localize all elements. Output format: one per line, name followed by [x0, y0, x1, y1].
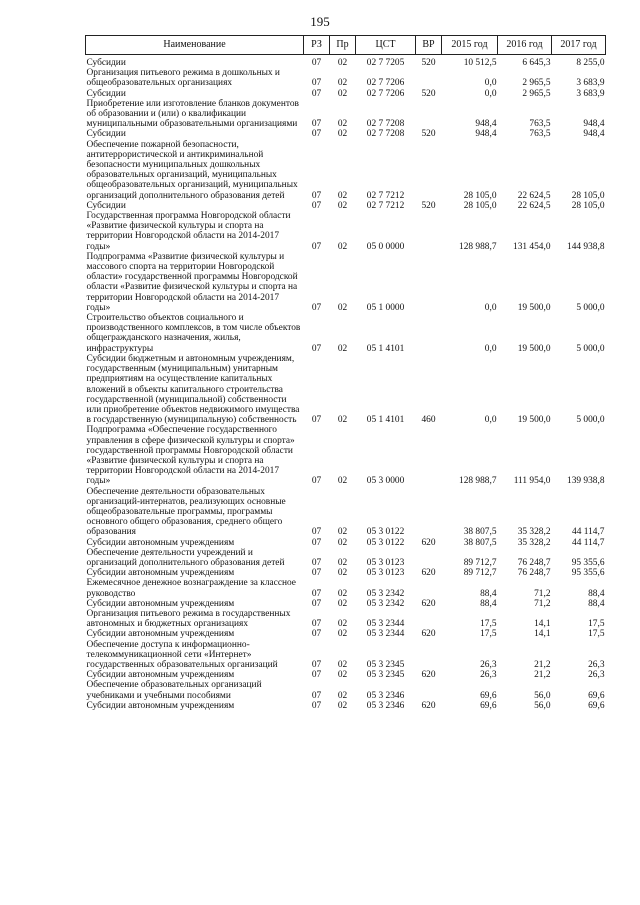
row-vr: [416, 640, 442, 671]
row-rz: 07: [311, 190, 322, 201]
row-pr: 02: [337, 568, 348, 579]
row-rz: 07: [311, 200, 322, 211]
row-cst: 02 7 7206: [366, 78, 405, 89]
row-2016: 14,1: [534, 619, 551, 630]
row-2017: 28 105,0: [571, 190, 605, 201]
row-2016: 76 248,7: [517, 557, 551, 568]
row-cst: 05 3 0123: [366, 557, 405, 568]
row-2017: 26,3: [588, 659, 605, 670]
col-header-vr: ВР: [416, 36, 442, 55]
row-cst: 05 3 0123: [366, 568, 405, 579]
row-vr: 620: [421, 537, 436, 548]
row-2017: 88,4: [588, 588, 605, 599]
table-row: [86, 568, 606, 578]
row-2016: 763,5: [529, 129, 551, 140]
row-2016: 19 500,0: [517, 415, 551, 426]
row-name: Субсидии автономным учреждениям: [86, 700, 235, 711]
row-vr: [416, 578, 442, 598]
row-2015: 28 105,0: [463, 190, 497, 201]
row-2016: 22 624,5: [517, 200, 551, 211]
row-2017: 5 000,0: [576, 302, 605, 313]
row-name: Субсидии автономным учреждениям: [86, 670, 235, 681]
row-cst: 05 3 0122: [366, 527, 405, 538]
row-2017: 17,5: [588, 619, 605, 630]
row-2017: 8 255,0: [576, 58, 605, 68]
table-row: [86, 99, 606, 130]
table-row: [86, 129, 606, 139]
row-vr: [416, 252, 442, 313]
row-2017: 95 355,6: [571, 557, 605, 568]
row-rz: 07: [311, 527, 322, 538]
row-2016: 19 500,0: [517, 343, 551, 354]
row-2015: 38 807,5: [463, 527, 497, 538]
row-2015: 128 988,7: [459, 241, 497, 252]
row-2015: 128 988,7: [459, 476, 497, 487]
row-rz: 07: [311, 241, 322, 252]
table-row: [86, 252, 606, 313]
row-2015: 0,0: [484, 88, 497, 99]
table-row: [86, 487, 606, 538]
col-header-pr: Пр: [330, 36, 356, 55]
row-name: Обеспечение пожарной безопасности, антитеррористической и антикриминальной безопасности муниципальных дошкольных образовательных организаций, муниципальных общеобразовательных организаций, муниципальных организаций дополнительного образования детей: [86, 139, 298, 201]
table-row: [86, 211, 606, 252]
row-cst: 02 7 7208: [366, 119, 405, 130]
row-pr: 02: [337, 588, 348, 599]
row-rz: 07: [311, 58, 322, 68]
row-name: Субсидии бюджетным и автономным учреждениям, государственным (муниципальным) унитарным предприятиям на осуществление капитальных вложений в объекты капитального строительства государственной (муниципальной) собственности или приобретение объектов недвижимого имущества в государственную (муниципальную) собственность: [86, 353, 300, 426]
row-cst: 05 3 2344: [366, 629, 405, 640]
row-2015: 10 512,5: [463, 58, 497, 68]
row-2015: 0,0: [484, 343, 497, 354]
row-cst: 05 3 2344: [366, 619, 405, 630]
row-2015: 69,6: [480, 690, 497, 701]
row-pr: 02: [337, 629, 348, 640]
row-name: Организация питьевого режима в дошкольных и общеобразовательных организациях: [86, 68, 280, 89]
row-vr: 520: [421, 200, 436, 211]
row-vr: 620: [421, 700, 436, 711]
row-rz: 07: [311, 557, 322, 568]
row-vr: [416, 313, 442, 354]
row-name: Строительство объектов социального и производственного комплексов, в том числе объектов общегражданского назначения, жилья, инфраструктуры: [86, 313, 301, 354]
table-row: [86, 599, 606, 609]
row-rz: 07: [311, 415, 322, 426]
row-2016: 71,2: [534, 598, 551, 609]
row-rz: 07: [311, 476, 322, 487]
row-name: Субсидии: [86, 58, 126, 68]
row-rz: 07: [311, 619, 322, 630]
row-2017: 144 938,8: [567, 241, 605, 252]
row-rz: 07: [311, 78, 322, 89]
row-rz: 07: [311, 670, 322, 681]
row-pr: 02: [337, 476, 348, 487]
row-rz: 07: [311, 588, 322, 599]
row-name: Обеспечение деятельности образовательных организаций-интернатов, реализующих основные общеобразовательные программы, программы основного общего образования, среднего общего образования: [86, 486, 286, 538]
row-rz: 07: [311, 629, 322, 640]
row-2015: 17,5: [480, 619, 497, 630]
row-pr: 02: [337, 659, 348, 670]
row-2017: 95 355,6: [571, 568, 605, 579]
row-rz: 07: [311, 129, 322, 140]
table-row: [86, 670, 606, 680]
row-cst: 02 7 7205: [366, 58, 405, 68]
row-name: Подпрограмма «Обеспечение государственного управления в сфере физической культуры и спорта» государственной программы Новгородской области «Развитие физической культуры и спорта на территории Новгородской области на 2014-2017 годы»: [86, 425, 295, 487]
row-2016: 35 328,2: [517, 527, 551, 538]
row-name: Субсидии автономным учреждениям: [86, 537, 235, 548]
row-pr: 02: [337, 200, 348, 211]
row-2017: 26,3: [588, 670, 605, 681]
row-2017: 69,6: [588, 700, 605, 711]
row-rz: 07: [311, 700, 322, 711]
row-name: Обеспечение деятельности учреждений и организаций дополнительного образования детей: [86, 547, 285, 568]
row-2017: 5 000,0: [576, 343, 605, 354]
row-pr: 02: [337, 78, 348, 89]
row-2016: 19 500,0: [517, 302, 551, 313]
row-2016: 56,0: [534, 700, 551, 711]
row-cst: 02 7 7212: [366, 190, 405, 201]
row-vr: 460: [421, 415, 436, 426]
table-header-row: [86, 36, 606, 55]
row-vr: [416, 140, 442, 201]
row-2015: 17,5: [480, 629, 497, 640]
row-2016: 131 454,0: [513, 241, 551, 252]
row-2015: 69,6: [480, 700, 497, 711]
row-pr: 02: [337, 88, 348, 99]
row-2015: 948,4: [475, 119, 497, 130]
row-2017: 3 683,9: [576, 78, 605, 89]
row-2017: 17,5: [588, 629, 605, 640]
row-2016: 2 965,5: [522, 88, 551, 99]
table-row: [86, 640, 606, 671]
row-vr: [416, 680, 442, 700]
row-name: Обеспечение доступа к информационно-телекоммуникационной сети «Интернет» государственных образовательных организаций: [86, 639, 278, 670]
row-pr: 02: [337, 343, 348, 354]
table-row: [86, 609, 606, 629]
row-name: Организация питьевого режима в государственных автономных и бюджетных организациях: [86, 608, 291, 630]
row-2017: 69,6: [588, 690, 605, 701]
row-2015: 88,4: [480, 598, 497, 609]
row-pr: 02: [337, 619, 348, 630]
col-header-rz: РЗ: [304, 36, 330, 55]
row-cst: 05 3 2346: [366, 700, 405, 711]
row-vr: [416, 425, 442, 486]
row-2015: 28 105,0: [463, 200, 497, 211]
row-rz: 07: [311, 119, 322, 130]
table-row: [86, 313, 606, 354]
row-2016: 111 954,0: [513, 476, 551, 487]
row-pr: 02: [337, 119, 348, 130]
row-cst: 05 3 2346: [366, 690, 405, 701]
row-name: Субсидии: [86, 200, 126, 211]
table-row: [86, 68, 606, 88]
row-2016: 6 645,3: [522, 58, 551, 68]
row-vr: [416, 99, 442, 130]
row-2016: 71,2: [534, 588, 551, 599]
row-name: Субсидии: [86, 129, 126, 140]
row-vr: 620: [421, 670, 436, 681]
row-2016: 35 328,2: [517, 537, 551, 548]
row-2015: 89 712,7: [463, 568, 497, 579]
row-vr: 520: [421, 58, 436, 68]
table-row: [86, 578, 606, 598]
row-cst: 05 3 2342: [366, 588, 405, 599]
row-2017: 3 683,9: [576, 88, 605, 99]
row-name: Обеспечение образовательных организаций учебниками и учебными пособиями: [86, 680, 262, 701]
row-2017: 28 105,0: [571, 200, 605, 211]
row-pr: 02: [337, 557, 348, 568]
row-rz: 07: [311, 568, 322, 579]
row-2017: 948,4: [583, 129, 605, 140]
row-name: Субсидии автономным учреждениям: [86, 629, 235, 640]
row-2017: 5 000,0: [576, 415, 605, 426]
row-2016: 21,2: [534, 659, 551, 670]
row-2015: 0,0: [484, 415, 497, 426]
row-rz: 07: [311, 598, 322, 609]
row-2015: 26,3: [480, 670, 497, 681]
row-cst: 05 1 4101: [366, 415, 405, 426]
row-cst: 02 7 7212: [366, 200, 405, 211]
row-pr: 02: [337, 700, 348, 711]
row-vr: 520: [421, 88, 436, 99]
row-name: Приобретение или изготовление бланков документов об образовании и (или) о квалификации муниципальными образовательными организациями: [86, 98, 299, 130]
table-row: [86, 201, 606, 211]
row-pr: 02: [337, 415, 348, 426]
row-2016: 2 965,5: [522, 78, 551, 89]
row-vr: 620: [421, 568, 436, 579]
row-cst: 02 7 7208: [366, 129, 405, 140]
budget-table: [85, 35, 606, 711]
row-2015: 88,4: [480, 588, 497, 599]
col-header-name: Наименование: [86, 36, 304, 55]
row-vr: [416, 68, 442, 88]
row-2015: 948,4: [475, 129, 497, 140]
row-pr: 02: [337, 527, 348, 538]
row-pr: 02: [337, 598, 348, 609]
row-cst: 05 3 0000: [366, 476, 405, 487]
table-row: [86, 55, 606, 69]
row-rz: 07: [311, 659, 322, 670]
row-name: Государственная программа Новгородской области «Развитие физической культуры и спорта на территории Новгородской области на 2014-2017 годы»: [86, 211, 291, 252]
row-name: Субсидии автономным учреждениям: [86, 598, 235, 609]
table-row: [86, 89, 606, 99]
row-cst: 05 1 0000: [366, 302, 405, 313]
col-header-2015: 2015 год: [442, 36, 498, 55]
row-cst: 05 3 0122: [366, 537, 405, 548]
table-row: [86, 140, 606, 201]
row-cst: 05 0 0000: [366, 241, 405, 252]
row-2016: 21,2: [534, 670, 551, 681]
row-2016: 22 624,5: [517, 190, 551, 201]
row-2015: 38 807,5: [463, 537, 497, 548]
table-row: [86, 629, 606, 639]
table-row: [86, 701, 606, 711]
table-row: [86, 538, 606, 548]
row-2017: 44 114,7: [572, 537, 605, 548]
page-number: 195: [310, 14, 330, 29]
row-rz: 07: [311, 690, 322, 701]
row-2016: 763,5: [529, 119, 551, 130]
row-cst: 05 3 2342: [366, 598, 405, 609]
row-pr: 02: [337, 690, 348, 701]
row-name: Ежемесячное денежное вознаграждение за классное руководство: [86, 578, 296, 599]
row-name: Субсидии: [86, 88, 126, 99]
table-row: [86, 548, 606, 568]
col-header-2016: 2016 год: [498, 36, 552, 55]
row-vr: [416, 548, 442, 568]
row-vr: 620: [421, 629, 436, 640]
row-2016: 14,1: [534, 629, 551, 640]
row-vr: [416, 487, 442, 538]
row-cst: 02 7 7206: [366, 88, 405, 99]
row-2015: 0,0: [484, 302, 497, 313]
row-pr: 02: [337, 537, 348, 548]
row-pr: 02: [337, 129, 348, 140]
row-rz: 07: [311, 537, 322, 548]
row-vr: [416, 211, 442, 252]
col-header-2017: 2017 год: [552, 36, 606, 55]
row-2015: 89 712,7: [463, 557, 497, 568]
table-row: [86, 425, 606, 486]
row-name: Подпрограмма «Развитие физической культуры и массового спорта на территории Новгородской области» государственной программы Новгородской области «Развитие физической культуры и спорта на территории Новгородской области на 2014-2017 годы»: [86, 251, 298, 313]
row-2015: 0,0: [484, 78, 497, 89]
row-pr: 02: [337, 190, 348, 201]
row-2016: 76 248,7: [517, 568, 551, 579]
row-cst: 05 3 2345: [366, 659, 405, 670]
row-rz: 07: [311, 302, 322, 313]
row-2017: 139 938,8: [567, 476, 605, 487]
row-cst: 05 1 4101: [366, 343, 405, 354]
row-rz: 07: [311, 343, 322, 354]
row-name: Субсидии автономным учреждениям: [86, 568, 235, 579]
row-rz: 07: [311, 88, 322, 99]
row-vr: 620: [421, 598, 436, 609]
row-pr: 02: [337, 241, 348, 252]
row-pr: 02: [337, 670, 348, 681]
row-cst: 05 3 2345: [366, 670, 405, 681]
row-pr: 02: [337, 58, 348, 68]
row-2017: 88,4: [588, 598, 605, 609]
row-2017: 44 114,7: [572, 527, 605, 538]
row-2016: 56,0: [534, 690, 551, 701]
row-pr: 02: [337, 302, 348, 313]
row-2015: 26,3: [480, 659, 497, 670]
row-2017: 948,4: [583, 119, 605, 130]
row-vr: 520: [421, 129, 436, 140]
table-row: [86, 680, 606, 700]
row-vr: [416, 609, 442, 629]
col-header-cst: ЦСТ: [356, 36, 416, 55]
table-row: [86, 354, 606, 425]
